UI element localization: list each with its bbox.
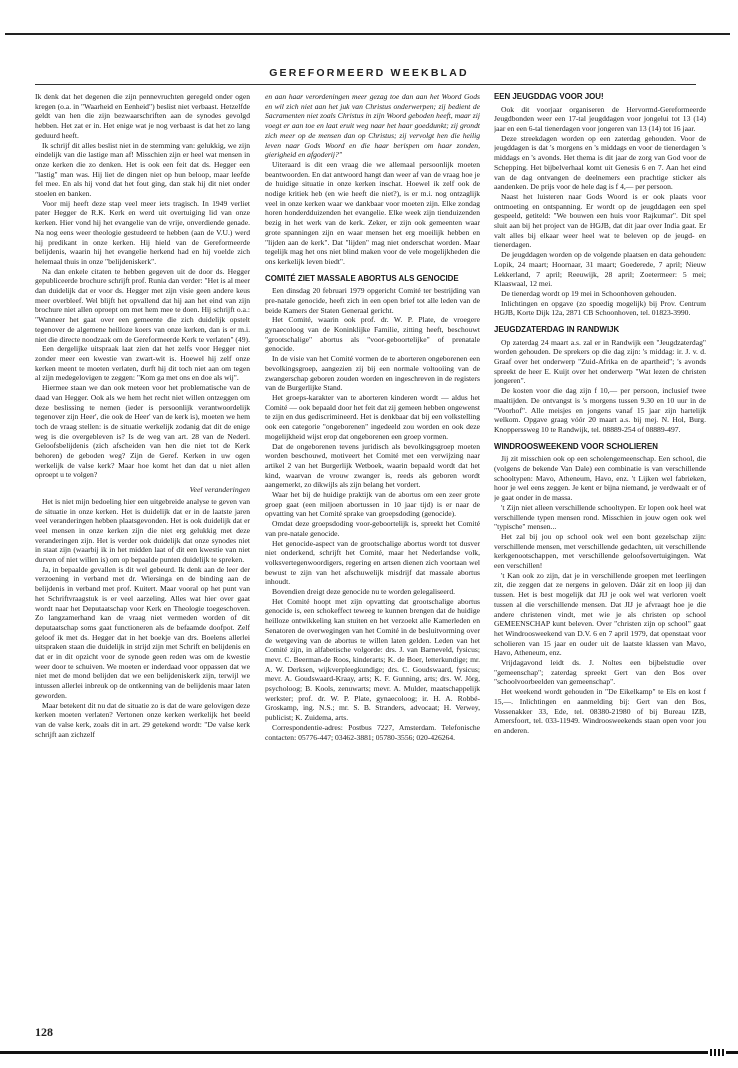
paragraph: Ik denk dat het degenen die zijn pennevruchten geregeld onder ogen kregen (o.a. in "Waarheid en Eenheid") beslist niet verbaast. Hetzelfde geldt van hen die zijn bezwaarschriften aan de synodes gevolgd hebben. Het zat er in. Het enige wat je nog verbaast is dat het zo lang geduurd heeft. bbox=[35, 92, 250, 140]
paragraph: Het is niet mijn bedoeling hier een uitgebreide analyse te geven van de situatie in onze kerken. Het is duidelijk dat er in de laatste jaren veel veranderingen hebben plaatsgevonden. Het is ook duidelijk dat er veel mensen in onze kerken zijn die niet erg gelukkig met deze veranderingen zijn. Het is verder ook duidelijk dat onze synodes niet in staat zijn (waarbij ik in het midden laat of dit een kwestie van niet durven of niet willen is) om op bepaalde punten duidelijk te spreken. bbox=[35, 496, 250, 565]
column-1 bbox=[35, 92, 250, 1024]
paragraph: Dat de ongeborenen tevens juridisch als bevolkingsgroep moeten worden beschouwd, motiveert het Comité met een verwijzing naar artikel 2 van het Burgerlijk Wetboek, waarin bepaald wordt dat het kind, waarvan de vrouw zwanger is, reeds als geboren wordt aangemerkt, zo dikwijls als zijn belang het vordert. bbox=[265, 441, 480, 490]
paragraph: Waar het bij de huidige praktijk van de abortus om een zeer grote groep gaat (een miljoen abortussen in 10 jaar tijd) is er naar de opvatting van het Comité sprake van groepsdoding (genocide). bbox=[265, 490, 480, 519]
paragraph: Op zaterdag 24 maart a.s. zal er in Randwijk een "Jeugdzaterdag" worden gehouden. De sprekers op die dag zijn: 's middag: ir. J. v. d. Graaf over het onderwerp "Zuid-Afrika en de apartheid"; 's avonds spreekt de heer E. Kuijt over het onderwerp "Wat lezen de christen jongeren". bbox=[494, 337, 706, 386]
paragraph: Maar betekent dit nu dat de situatie zo is dat de ware gelovigen deze kerken moeten verlaten? Vertonen onze kerken werkelijk het beeld van de valse kerk, zoals dit in art. 29 getekend wordt: "De valse kerk schrijft aan zichzelf bbox=[35, 700, 250, 739]
paragraph: Omdat deze groepsdoding voor-geboortelijk is, spreekt het Comité van pre-natale genocide. bbox=[265, 519, 480, 538]
heading-windroosweekend: WINDROOSWEEKEND VOOR SCHOLIEREN bbox=[494, 441, 658, 451]
page-number: 128 bbox=[35, 1025, 53, 1039]
subheading-veel-veranderingen: Veel veranderingen bbox=[189, 485, 250, 495]
bottom-rule bbox=[0, 1051, 738, 1054]
top-rule bbox=[5, 33, 730, 35]
paragraph: Het weekend wordt gehouden in "De Eikelkamp" te Els en kost f 15,—. Inlichtingen en aanmelding bij: Gert van den Bos, Vossenakker 33, Ede, tel. 08380-21980 of bij Bureau IZB, Amersfoort, tel. 033-11949. Windroosweekends staan open voor jou en anderen. bbox=[494, 687, 706, 735]
column-3 bbox=[494, 92, 706, 1024]
quote-paragraph: en aan haar verordeningen meer gezag toe dan aan het Woord Gods en wil zich niet aan het juk van Christus onderwerpen; zij bedient de Sacramenten niet zoals Christus in zijn Woord geboden heeft, maar zij voegt er aan toe en laat eruit weg naar het haar goeddunkt; zij grondt zich meer op de mensen dan op Christus; zij vervolgt hen die heilig leven naar Gods Woord en die haar berispen om haar zonden, gierigheid en afgoderij?" bbox=[265, 92, 480, 160]
paragraph: Ook dit voorjaar organiseren de Hervormd-Gereformeerde Jeugdbonden weer een 17-tal jeugddagen voor jongelui tot 13 (14) jaar en een 6-tal tienerdagen voor jongeren van 13 (14) tot 16 jaar. bbox=[494, 104, 706, 133]
paragraph: Deze streekdagen worden op een zaterdag gehouden. Voor de jeugddagen is dat 's morgens en 's middags en voor de tienerdagen 's middags en 's avonds. Het thema is dit jaar de zorg van God voor de Schepping. Het bijbelverhaal komt uit Genesis 6 en 7. Aan het eind van de dag ontvangen de deelnemers een prachtige sticker als aandenken. De prijs voor de hele dag is f 4,— per persoon. bbox=[494, 133, 706, 192]
paragraph: De tienerdag wordt op 19 mei in Schoonhoven gehouden. bbox=[501, 288, 677, 298]
paragraph: Uiteraard is dit een vraag die we allemaal persoonlijk moeten beantwoorden. En dat antwoord hangt dan weer af van de vraag hoe je de huidige situatie in onze kerken inschat. Hoewel ik zelf ook de nodige kritiek heb (en wie heeft die niet?), is er m.i. nog ontzaglijk veel in onze kerken waar we dankbaar voor moeten zijn. Elke zondag horen honderdduizenden het evangelie. Elke week zijn tienduizenden bezig in het werk van de kerk. Zeker, er zijn ook gemeenten waar grote spanningen zijn en waar mensen het erg moeilijk hebben en "lijden aan de kerk". Dat "lijden" mag niet onderschat worden. Maar tegelijk mag het ons niet blind maken voor de vele mogelijkheden die ons kerkelijk leven biedt". bbox=[265, 159, 480, 266]
paragraph: 't Kan ook zo zijn, dat je in verschillende groepen met leerlingen zit, die zeggen dat ze nergens in geloven. Dáár zit en loop jij dan tussen. Het is best mogelijk dat JIJ je ook wel wat verloren voelt tussen al die verschillende mensen. Dat JIJ je afvraagt hoe je die andere christenen vindt, met wie je als christen op school GEMEENSCHAP kunt beleven. Over "christen zijn op school" gaat het Windroosweekend van D.V. 6 en 7 april 1979, dat openstaat voor scholieren van 15 jaar en ouder uit de laatste klassen van Mavo, Havo, Atheneum, enz. bbox=[494, 570, 706, 658]
paragraph: Een dinsdag 20 februari 1979 opgericht Comité ter bestrijding van pre-natale genocide, heeft zich in een open brief tot alle leden van de beide Kamers der Staten Generaal gericht. bbox=[265, 286, 480, 315]
masthead: GEREFORMEERD WEEKBLAD bbox=[269, 67, 469, 79]
paragraph: Voor mij heeft deze stap veel meer iets tragisch. In 1949 verliet pater Hegger de R.K. Kerk en werd uit overtuiging lid van onze kerken. Hier vond hij het evangelie van de vrije, onverdiende genade. Na nog eens weer theologie gestudeerd te hebben (aan de V.U.) werd hij predikant in onze kerken. Hij hield van de Gereformeerde belijdenis, waarin hij het evangelie herkend had en hij voelde zich helemaal thuis in onze "belijdeniskerk". bbox=[35, 198, 250, 266]
paragraph: Naast het luisteren naar Gods Woord is er ook plaats voor ontmoeting en ontspanning. Er wordt op de jeugddagen een spel gespeeld, getiteld: "We bouwen een huis voor Rajkumar". Dit spel sluit aan bij het project van de HGJB, dat dit jaar over India gaat. Er valt alles bij elkaar weer heel wat te beleven op de jeugd- en tienerdagen. bbox=[494, 191, 706, 250]
heading-abortus-genocide: COMITÉ ZIET MASSALE ABORTUS ALS GENOCIDE bbox=[265, 273, 459, 283]
paragraph: Ja, in bepaalde gevallen is dit wel gebeurd. Ik denk aan de leer der verzoening in verband met dr. Wiersinga en de binding aan de belijdenis in verband met prof. Kuitert. Maar vooral op het punt van het Schriftvraagstuk is er veel aarzeling. Alles wat hier over gaat wordt naar het Deputaatschap voor Kerk en Theologie toegeschoven. Zo langzamerhand kan de vraag niet vermeden worden of dit deputaatschap soms gaat functioneren als de befaamde doofpot. Zelf geloof ik met ds. Hegger dat in het boekje van drs. Boelens allerlei uitspraken staan die duidelijk in strijd zijn met Schrift en belijdenis en dat er in dit opzicht voor de synode geen reden was om de kwestie weer door te schuiven. We moeten er inderdaad voor oppassen dat we niet met de mond belijden dat we een belijdeniskerk zijn, terwijl we intussen allerlei inbreuk op de ontkenning van de belijdenis maar laten geworden. bbox=[35, 564, 250, 700]
paragraph: Het Comité hoopt met zijn opvatting dat grootschalige abortus genocide is, een schokeffect teweeg te kunnen brengen dat de huidige heilloze ontwikkeling kan stuiten en het verzoekt alle Kamerleden en Senatoren de overwegingen van het Comité in de besluitvorming over de wetgeving van de abortus te willen laten gelden. Leden van het Comité zijn, in alfabetische volgorde: drs. J. van Barneveld, fysicus; mevr. C. Beerman-de Roos, kinderarts; K. de Boer, letterkundige; mr. A. W. Derksen, wijkverpleegkundige; drs. C. Goudswaard, fysicus; mevr. A. Goudswaard-Kraay, arts; K. F. Gunning, arts; drs. W. Jörg, psycholoog; B. Kools, zenuwarts; mevr. A. Mulder, maatschappelijk werkster; prof. dr. W. P. Plate, gynaecoloog; ir. H. A. Robbé-Groskamp, ing. N.S.; mr. S. B. Stranders, advocaat; H. Verwey, publicist; K. Zuidema, arts. bbox=[265, 596, 480, 723]
column-2 bbox=[265, 92, 480, 1024]
scan-marker bbox=[708, 1049, 726, 1056]
heading-jeugddag: EEN JEUGDDAG VOOR JOU! bbox=[494, 92, 604, 101]
paragraph: Het genocide-aspect van de grootschalige abortus wordt tot dusver niet onderkend, schrijft het Comité, maar het Nederlandse volk, volksvertegenwoordigers, regering en artsen dienen zich voortaan wel bewust te zijn van het afschuwelijk misdrijf dat massale abortus inhoudt. bbox=[265, 538, 480, 587]
paragraph: Het groeps-karakter van te aborteren kinderen wordt — aldus het Comité — ook bepaald door het feit dat zij gemeen hebben ongewenst te zijn en dus gediscrimineerd. Het is denkbaar dat bij een volkstelling ook een categorie "ongeborenen" ingedeeld zou worden en ook deze mogelijkheid wijst erop dat ongeborenen een groep vormen. bbox=[265, 392, 480, 441]
paragraph: Correspondentie-adres: Postbus 7227, Amsterdam. Telefonische contacten: 05776-447; 03462-3881; 05780-3556; 020-426264. bbox=[265, 722, 480, 742]
paragraph: 't Zijn niet alleen verschillende schooltypen. Er lopen ook heel wat verschillende typen mensen rond. Misschien in jouw ogen ook wel "typische" mensen... bbox=[494, 502, 706, 532]
paragraph: Het zal bij jou op school ook wel een bont gezelschap zijn: verschillende mensen, met verschillende gedachten, uit verschillende kerkgenootschappen, met verschillende geloofsovertuigingen. Wat een verschillen! bbox=[494, 531, 706, 571]
paragraph: Het Comité, waarin ook prof. dr. W. P. Plate, de vroegere gynaecoloog van de Koninklijke Familie, zitting heeft, beschouwt "grootschalige" abortus als "voor-geboortelijke" of prenatale genocide. bbox=[265, 315, 480, 354]
paragraph: Vrijdagavond leidt ds. J. Noltes een bijbelstudie over "gemeenschap"; zaterdag spreekt Gert van den Bos over "schoolvoorbeelden van gemeenschap". bbox=[494, 658, 706, 687]
paragraph: Hiermee staan we dan ook meteen voor het problematische van de daad van Hegger. Ook als we hem het recht niet willen ontzeggen om deze beslissing te nemen (ieder is persoonlijk verantwoordelijk tegenover zijn Heer', die ook de Heer' van de kerk is), moeten we hem toch de vraag stellen: is de situatie werkelijk zodanig dat dit de enige weg is die overgebleven is? Is de weg van art. 28 van de Nederl. Geloofsbelijdenis (zich afscheiden van hen die niet tot de Kerk behoren) de geboden weg? Zijn de Geref. Kerken in uw ogen werkelijk de valse kerk? Maar hoe komt het dan dat u niet allen oproept u te volgen? bbox=[35, 383, 250, 480]
paragraph: Inlichtingen en opgave (zo spoedig mogelijk) bij Prov. Centrum HGJB, Korte Dijk 12a, 2871 CB Schoonhoven, tel. 01823-3990. bbox=[494, 298, 706, 318]
paragraph: Na dan enkele citaten te hebben gegeven uit de door ds. Hegger gepubliceerde brochure schrijft prof. Runia dan verder: "Het is al meer dan duidelijk dat er voor ds. Hegger met zijn visie geen andere keus meer overbleef. Wel blijft het opvallend dat hij aan het eind van zijn brochure niet allen oproept om met hem mee te doen. Hij schrijft o.a.: "Wanneer het gaat over een gemeente die zich duidelijk opstelt tegenover de algemene heilloze koers van onze kerken, dan is er m.i. niet die directe noodzaak om de Gereformeerde Kerk te verlaten" (49). bbox=[35, 266, 250, 344]
paragraph: Een dergelijke uitspraak laat zien dat het zelfs voor Hegger niet zonder meer een kwestie van zwart-wit is. Hoewel hij zelf onze kerken meent te moeten verlaten, durft hij dit toch niet aan om tegen al zijn medegelovigen te zeggen: "Kom ga met ons en doe als wij". bbox=[35, 344, 250, 383]
paragraph: Bovendien dreigt deze genocide nu te worden gelegaliseerd. bbox=[272, 587, 456, 597]
paragraph: De jeugddagen worden op de volgende plaatsen en data gehouden: Lopik, 24 maart; Hoornaar, 31 maart; Goederede, 7 april; Nieuw Lekkerland, 7 april; Reeuwijk, 28 april; Zoetermeer: 5 mei; Klaaswaal, 12 mei. bbox=[494, 250, 706, 289]
paragraph: Jij zit misschien ook op een scholengemeenschap. Een school, die (volgens de bekende Van Dale) een combinatie is van verschillende schooltypen: Mavo, Atheneum, Havo, enz. 't Lijken wel fabrieken, hoor je wel eens zeggen. Je kent er bijna niemand, je verdwaalt er of je gaat onder in de massa. bbox=[494, 454, 706, 503]
paragraph: In de visie van het Comité vormen de te aborteren ongeborenen een bevolkingsgroep, aangezien zij bij een normale voltooiing van de zwangerschap geboren zouden worden en ingeschreven in de registers van de Burgerlijke Stand. bbox=[265, 354, 480, 393]
heading-jeugdzaterdag-randwijk: JEUGDZATERDAG IN RANDWIJK bbox=[494, 325, 620, 335]
paragraph: Ik schrijf dit alles beslist niet in de stemming van: gelukkig, we zijn eindelijk van die lastige man af! Misschien zijn er heel wat mensen in onze kerken die zo denken. Het is ook een feit dat ds. Hegger een "lastig" man was. Hij liet de dingen niet op hun beloop, maar leefde fel mee. En als hij vond dat het fout ging, dan stak hij dit niet onder stoelen en banken. bbox=[35, 140, 250, 199]
paragraph: De kosten voor die dag zijn f 10,— per persoon, inclusief twee maaltijden. De ontvangst is 's morgens tussen 9.30 en 10 uur in de "Voorhof". Alle meisjes en jongens vanaf 15 jaar zijn hartelijk welkom. Opgave graag vóór 20 maart a.s. bij mej. N. Hol, Burg. Knopperssweg 10 te Randwijk, tel. 08889-254 of 08889-497. bbox=[494, 386, 706, 434]
header-rule bbox=[35, 84, 696, 85]
